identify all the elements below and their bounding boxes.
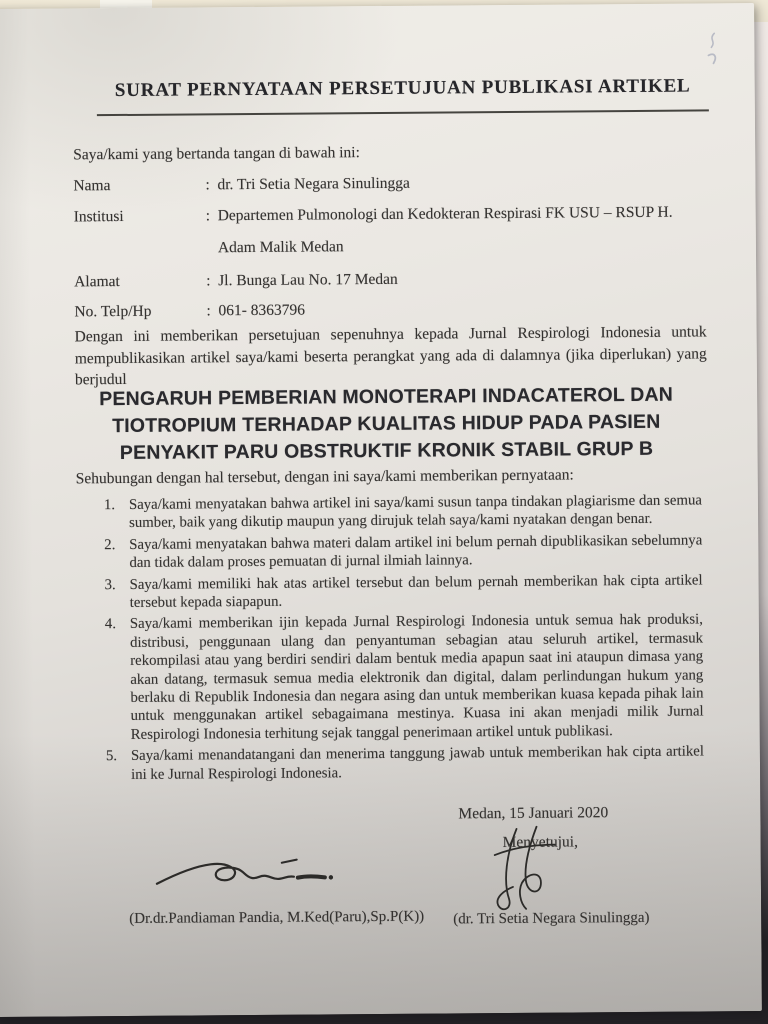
statement-item: Saya/kami menyatakan bahwa artikel ini saya/kami susun tanpa tindakan plagiarisme dan semua sumber, baik yang dikutip maupun yang dirujuk telah saya/kami nyatakan dengan benar. <box>128 492 702 532</box>
approval-label: Menyetujui, <box>502 833 579 852</box>
field-separator: : <box>205 207 211 225</box>
statement-item: Saya/kami memberikan ijin kepada Jurnal Respirologi Indonesia untuk semua hak produksi, distribusi, penggunaan ulang dan penyantuman sebagian atau seluruh artikel, termasuk rekompilasi atau yang berdiri sendiri dalam bentuk media apapun saat ini ataupun dimasa yang akan datang, termasuk semua media elektronik dan digital, dalam perlindungan hukum yang berlaku di Republik Indonesia dan negara asing dan untuk memberikan kuasa kepada pihak lain untuk menggunakan artikel sebagaimana mestinya. Kuasa ini akan menjadi milik Jurnal Respirologi Indonesia terhitung sejak tanggal penerimaan artikel untuk publikasi. <box>129 611 704 743</box>
signatory-name-left: (Dr.dr.Pandiaman Pandia, M.Ked(Paru),Sp.P(K)) <box>129 908 425 927</box>
statement-item: Saya/kami menyatakan bahwa materi dalam artikel ini belum pernah dipublikasikan sebelumnya dan tidak dalam proses pemuatan di jurnal ilmiah lainnya. <box>129 532 703 572</box>
signature-tri-setia <box>478 822 571 915</box>
field-label: Alamat <box>74 273 120 291</box>
statement-list <box>102 491 704 787</box>
signature-pandiaman-pandia <box>153 844 348 898</box>
signatory-name-right: (dr. Tri Setia Negara Sinulingga) <box>453 909 650 928</box>
field-label: Institusi <box>73 207 124 226</box>
field-label: No. Telp/Hp <box>74 302 152 321</box>
institusi-line2: Adam Malik Medan <box>217 238 344 257</box>
faint-pen-mark <box>704 31 722 67</box>
statement-letter-page <box>0 3 762 1017</box>
identity-fields <box>73 171 706 321</box>
opening-line: Saya/kami yang bertanda tangan di bawah ini: <box>73 144 360 164</box>
field-value: Jl. Bunga Lau No. 17 Medan <box>218 270 398 290</box>
field-separator: : <box>205 176 210 194</box>
statement-item: Saya/kami memiliki hak atas artikel tersebut dan belum pernah memberikan hak cipta artikel tersebut kepada siapapun. <box>129 572 703 611</box>
field-nama <box>73 171 705 195</box>
institusi-line1: Departemen Pulmonologi dan Kedokteran Respirasi FK USU – RSUP H. <box>217 203 673 225</box>
field-value <box>218 203 673 258</box>
field-label: Nama <box>73 177 111 195</box>
field-alamat <box>74 267 706 291</box>
field-separator: : <box>206 272 211 290</box>
consent-paragraph: Dengan ini memberikan persetujuan sepenuhnya kepada Jurnal Respirologi Indonesia untuk mempublikasikan artikel saya/kami beserta perangkat yang ada di dalamnya (jika diperlukan) yang berjudul <box>74 323 707 389</box>
field-institusi <box>74 202 706 258</box>
field-value: dr. Tri Setia Negara Sinulingga <box>217 174 410 194</box>
place-and-date: Medan, 15 Januari 2020 <box>458 804 609 823</box>
field-separator: : <box>206 302 211 320</box>
field-value: 061- 8363796 <box>218 301 306 320</box>
statement-intro: Sehubungan dengan hal tersebut, dengan ini saya/kami memberikan pernyataan: <box>75 466 574 488</box>
article-title: PENGARUH PEMBERIAN MONOTERAPI INDACATEROL DAN TIOTROPIUM TERHADAP KUALITAS HIDUP PADA PASIEN PENYAKIT PARU OBSTRUKTIF KRONIK STABIL GRUP B <box>99 383 674 465</box>
field-telp <box>74 297 706 321</box>
document-title: SURAT PERNYATAAN PERSETUJUAN PUBLIKASI ARTIKEL <box>97 75 709 116</box>
statement-item: Saya/kami menandatangani dan menerima tanggung jawab untuk memberikan hak cipta artikel ini ke Jurnal Respirologi Indonesia. <box>130 743 704 783</box>
